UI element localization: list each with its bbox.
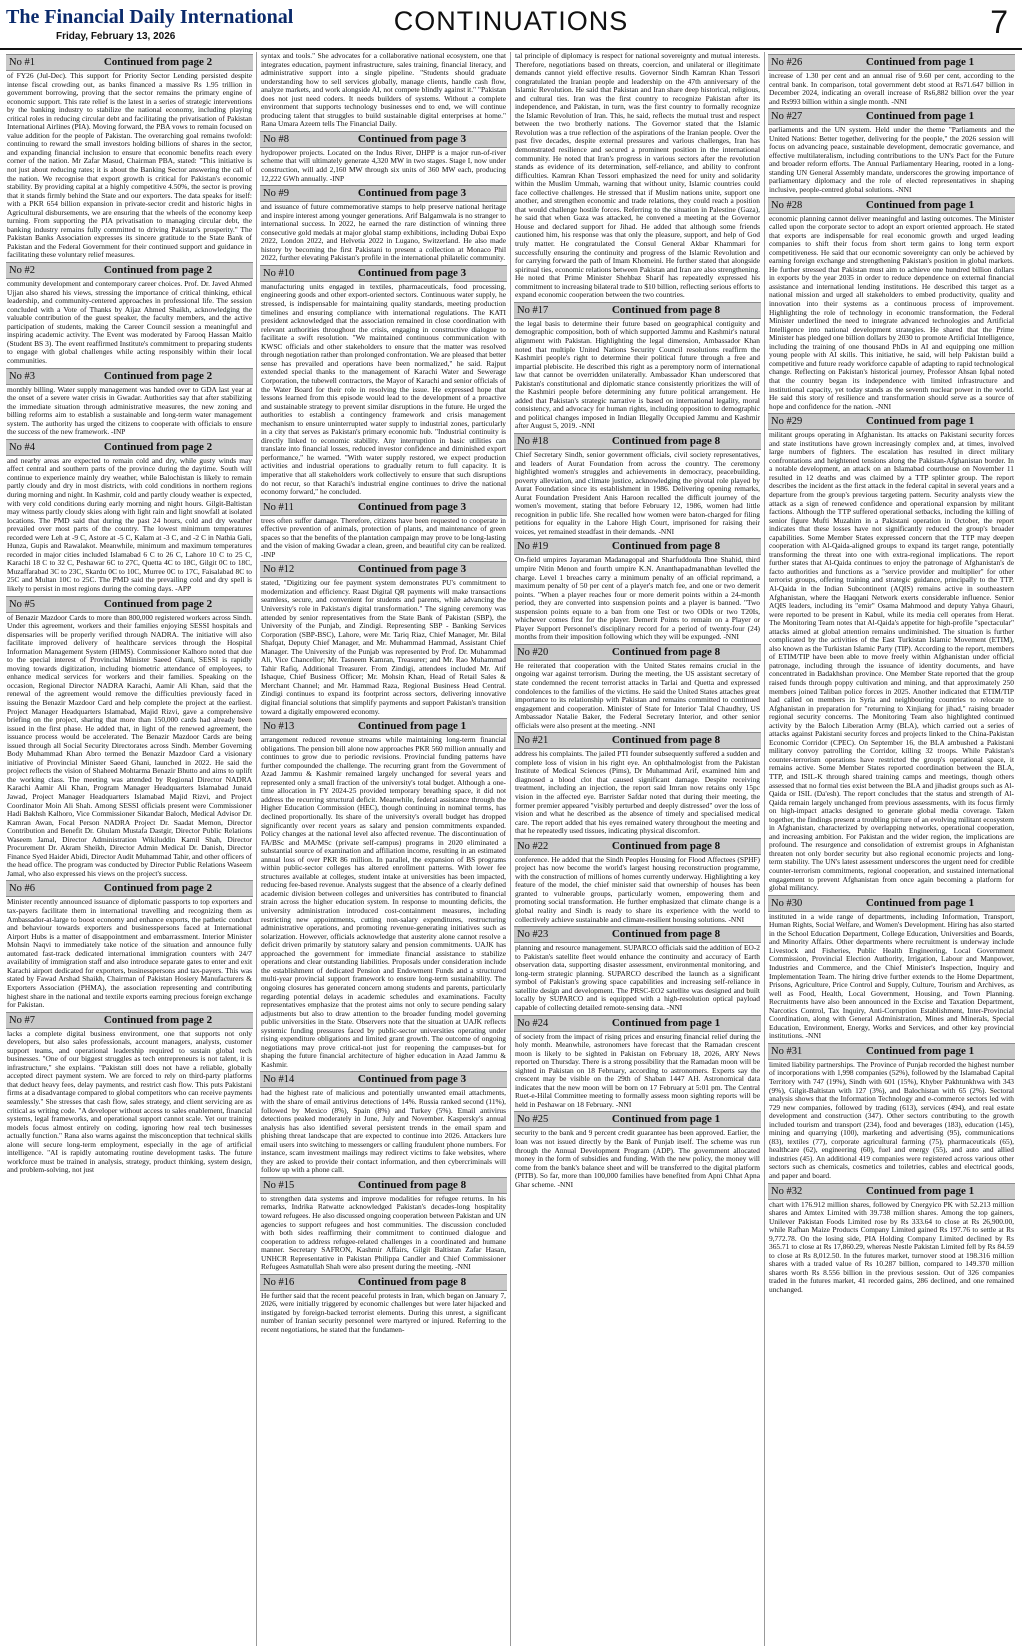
story-number: No #24 <box>517 1017 549 1029</box>
continuation-story <box>514 433 761 536</box>
column-rule <box>510 52 511 1646</box>
story-header-bar <box>768 108 1015 125</box>
story-body: monthly billing. Water supply management was handed over to GDA last year at the onset of a severe water crisis in Gwadar. Authorities say that after stabilizing the immediate situation through administrative measures, the new zoning and billing reforms aim to establish a sustainable and long-term water management system. The authority has urged the citizens to cooperate with officials to ensure the success of the new framework. -INP <box>7 384 252 437</box>
column-2 <box>260 52 507 1648</box>
story-body: arrangement reduced revenue streams while maintaining long-term financial obligations. The pension bill alone now approaches PKR 560 million annually and continues to grow due to periodic revisions. Provincial funding patterns have further compounded the challenge. The recurring grant from the Government of Azad Jammu & Kashmir remained largely unchanged for several years and represented only a small fraction of the university's total budget. Although a one-time allocation in FY 2024-25 provided temporary breathing space, it did not address the recurring structural deficit. Meanwhile, federal assistance through the Higher Education Commission (HEC), though continuing in nominal terms, has declined proportionally. Its share of the university's overall budget has dropped significantly over recent years as salary and pension commitments expanded. Policy changes at the national level also affected revenue. The discontinuation of FA/BSc and MA/MSc (private self-campus) programs in 2020 eliminated a substantial source of examination and affiliation income, resulting in an estimated annual loss of over PKR 86 million. In parallel, the expansion of BS programs within public-sector colleges has altered enrollment patterns. With lower fee structures available at colleges, student intake at universities has been impacted, reducing fee-based revenue. Analysts suggest that the absence of a clearly defined academic division between colleges and universities has contributed to financial strain across the higher education system. In response to mounting deficits, the university administration introduced cost-containment measures, including restricting new appointments, cutting non-salary expenditures, restructuring administrative operations, and promoting revenue-generating initiatives such as solarization. However, officials acknowledge that austerity alone cannot resolve a deficit driven primarily by statutory salary and pension commitments. UAJK has approached the government for immediate financial assistance to stabilize operations and clear outstanding liabilities. Proposals under consideration include the establishment of dedicated Pension and Endowment Funds and a structured multi-year provincial support framework to ensure long-term sustainability. The ongoing closures has generated concern among students and parents, particularly regarding potential delays in academic schedules and examinations. Faculty representatives emphasize that the protest aims not only to secure pending salary adjustments but also to draw attention to the broader funding model governing public universities in the State. Observers note that the situation at UAJK reflects systemic funding pressures faced by public-sector universities operating under rising expenditure obligations and limited grant growth. The outcome of ongoing negotiations may prove critical-not just for reopening the campuses-but for shaping the future financial architecture of higher education in Azad Jammu & Kashmir. <box>261 735 506 1069</box>
masthead <box>0 0 1022 50</box>
continuation-story <box>514 1015 761 1110</box>
continuation-story <box>514 1111 761 1189</box>
continued-from-label: Continued from page 3 <box>357 187 467 200</box>
continuation-story <box>6 368 253 437</box>
story-number: No #14 <box>263 1074 295 1086</box>
story-body: planning and resource management. SUPARCO officials said the addition of EO-2 to Pakistan's satellite fleet would enhance the continuity and accuracy of Earth observation data, supporting disaster assessment, environmental monitoring, and long-term strategic planning. SUPARCO described the launch as a significant symbol of Pakistan's growing space capabilities and increasing self-reliance in satellite design and development. The PRSC-EO2 satellite was designed and built locally by SUPARCO and is equipped with a high-resolution optical payload capable of collecting detailed remote-sensing data. -NNI <box>515 943 760 1012</box>
column-3 <box>514 52 761 1648</box>
story-header-bar <box>260 1177 507 1194</box>
story-body: He reiterated that cooperation with the United States remains crucial in the ongoing war against terrorism. During the meeting, the US assistant secretary of state condemned the recent terrorist attacks in Tarlai and Quetta and expressed condolences to the families of the victims. He said the United States attaches great importance to its relationship with Pakistan and remains committed to continued engagement and cooperation. Minister of State for Interior Talal Chaudhry, US Ambassador Natalie Baker, the Federal Secretary Interior, and other senior officials were also present at the meeting. -NNI <box>515 660 760 730</box>
story-body: had the highest rate of malicious and potentially unwanted email attachments, with the share of email antivirus detections of 14%. Russia ranked second (11%), followed by Mexico (8%), Spain (8%) and Turkey (5%). Email antivirus detections peaked moderately in June, July and November. Kaspersky's annual analysis has also identified several persistent trends in the email spam and phishing threat landscape that are expected to continue into 2026. Attackers lure email users into switching to messengers or calling fraudulent phone numbers. For instance, scam investment mailings may redirect victims to fake websites, where they are asked to provide their contact information, and then cybercriminals will follow up with a phone call. <box>261 1088 506 1175</box>
continued-from-label: Continued from page 8 <box>611 645 721 658</box>
continued-from-label: Continued from page 1 <box>865 198 975 211</box>
story-number: No #16 <box>263 1276 295 1288</box>
continuation-story <box>768 197 1015 412</box>
story-number: No #20 <box>517 646 549 658</box>
story-number: No #27 <box>771 111 803 123</box>
continued-from-label: Continued from page 3 <box>357 1073 467 1086</box>
story-body: militant groups operating in Afghanistan. Its attacks on Pakistani security forces and state institutions have grown increasingly complex and, at times, involved large numbers of fighters. The escalation has resulted in direct military confrontations and heightened tensions along the Pakistan-Afghanistan border. In a notable development, an attack on an Islamabad courthouse on November 11 resulted in 12 deaths and was claimed by a TTP splinter group. The report describes the incident as the first attack in the federal capital in several years and a departure from the group's previous targeting pattern. Security analysts view the attack as a sign of renewed confidence and operational expansion by militant factions. Although the TTP suffered operational setbacks, including the killing of senior figure Mufti Muzahim in a Pakistani operation in October, the report indicates that these losses have not significantly reduced the group's broader capabilities. Some Member States expressed concern that the TTP may deepen cooperation with Al-Qaida-aligned groups to expand its target range, potentially transforming the threat into one with extra-regional implications. The report further states that Al-Qaida continues to enjoy the patronage of Afghanistan's de facto authorities and functions as a "service provider and multiplier" for other terrorist groups, offering training and strategic guidance, principally to the TTP. Al-Qaida in the Indian Subcontinent (AQIS) remains active in southeastern Afghanistan, where the Haqqani Network exerts considerable influence. Senior AQIS leaders, including its "emir" Osama Mahmood and deputy Yahya Ghauri, were reported to be present in Kabul, while its media cell operates from Herat. The Monitoring Team notes that Al-Qaida's appetite for high-profile "spectacular" attacks aimed at global attention remains undiminished. The situation is further complicated by the activities of the East Turkistan Islamic Movement (ETIM), also known as the Turkistan Islamic Party (TIP). According to the report, members of ETIM/TIP have been able to move freely within Afghanistan under official patronage, including through the issuance of identity documents, and have concentrated in Badakhshan province. One Member State reported that the group raised funds through poppy cultivation and mining, and that approximately 250 members joined Taliban police forces in 2025. Another indicated that ETIM/TIP had called on members in Syria and neighbouring countries to relocate to Afghanistan in preparation for "returning to Xinjiang for jihad," raising broader regional security concerns. The Monitoring Team also highlighted continued activity by the Baloch Liberation Army (BLA), which carried out a series of attacks against Pakistani security forces and projects linked to the China-Pakistan Economic Corridor (CPEC). On September 16, the BLA ambushed a Pakistani military convoy patrolling the Corridor, killing 32 troops. While Pakistan's counter-terrorism operations have restricted the group's operational space, it remains active. Some Member States reported coordination between the BLA, TTP, and ISIL-K through shared training camps and meetings, though others assessed that no formal ties exist between the BLA and jihadist groups such as Al-Qaida or ISIL (Da'esh). The report concludes that the status and strength of Al-Qaida remain largely unchanged from previous assessments, with its focus firmly on high-impact attacks designed to generate global media coverage. Taken together, the findings present a troubling picture of an evolving militant ecosystem in Afghanistan, characterized by overlapping networks, operational cooperation, and increasing ambition. For Pakistan and the wider region, the implications are profound. The resurgence and consolidation of extremist groups in Afghanistan threaten not only border security but also regional economic projects and long-term stability. The UN's latest assessment underscores the urgent need for credible counter-terrorism commitments, regional cooperation, and sustained international engagement to prevent Afghanistan from once again becoming a platform for global militancy. <box>769 430 1014 893</box>
story-header-bar <box>514 926 761 943</box>
continued-from-label: Continued from page 2 <box>103 264 213 277</box>
story-body: address his complaints. The jailed PTI founder subsequently suffered a sudden and complete loss of vision in his right eye. An ophthalmologist from the Pakistan Institute of Medical Sciences (Pims), Dr Muhammad Arif, examined him and diagnosed a blood clot that caused significant damage. Despite receiving treatment, including an injection, the report said Imran now retains only 15pc vision in the affected eye. Barrister Safdar noted that during their meeting, the former premier appeared "visibly perturbed and deeply distressed" over the loss of vision and what he described as the absence of timely and specialised medical care. The report added that his eyes remained watery throughout the meeting and that he repeatedly used tissues, indicating physical discomfort. <box>515 749 760 836</box>
story-header-bar <box>260 185 507 202</box>
story-header-bar <box>6 1012 253 1029</box>
story-body: to strengthen data systems and improve modalities for refugee returns. In his remarks, Indrika Ratwatte acknowledged Pakistan's decades-long hospitality toward refugees. He also discussed ongoing cooperation between Pakistan and UN agencies to support refugees and host communities. The discussion concluded with both sides reaffirming their commitment to continued dialogue and cooperation to address refugee-related challenges in a coordinated and humane manner. Secretary SAFRON, Kashmir Affairs, Gilgit Baltistan Zafar Hasan, UNHCR Representative in Pakistan Philippa Candler and Chief Commissioner Refugees Asmatullah Shah were also present during the meeting. -NNI <box>261 1193 506 1272</box>
page-number: 7 <box>990 4 1008 40</box>
story-number: No #30 <box>771 897 803 909</box>
story-header-bar <box>6 368 253 385</box>
continuation-story <box>514 538 761 641</box>
story-body: limited liability partnerships. The Province of Punjab recorded the highest number of incorporations with 1,998 companies (52%), followed by the Islamabad Capital Territory with 747 (19%), Sindh with 601 (15%), Khyber Pakhtunkhwa with 343 (9%), Gilgit-Baltistan with 127 (3%), and Balochistan with 65 (2%). Sectoral analysis shows that the Information Technology and e-commerce sectors led with 729 new companies, followed by trading (613), services (494), and real estate development and construction (347). Other sectors contributing to the growth included tourism and transport (234), food and beverages (183), education (145), mining and quarrying (100), marketing and advertising (95), communications (83), textiles (77), corporate agricultural farming (75), pharmaceuticals (65), healthcare (62), engineering (60), fuel and energy (55), and auto and allied industries (45). An additional 419 companies were registered across various other sectors such as chemicals, cosmetics and toiletries, cables and electrical goods, and paper and board. <box>769 1059 1014 1180</box>
story-number: No #17 <box>517 304 549 316</box>
continuation-story <box>260 265 507 497</box>
continued-from-label: Continued from page 1 <box>865 1184 975 1197</box>
continued-from-label: Continued from page 2 <box>103 56 213 68</box>
story-number: No #28 <box>771 199 803 211</box>
story-header-bar <box>768 54 1015 71</box>
continued-from-label: Continued from page 1 <box>865 896 975 909</box>
column-1 <box>6 52 253 1648</box>
story-body: lacks a complete digital business environment, one that supports not only developers, but also sales professionals, account managers, analysts, customer support teams, and operational leadership required to sustain global tech businesses. "One of our biggest struggles as tech entrepreneurs is not talent, it is infrastructure," she explains. "Pakistan still does not have a reliable, globally accepted direct payment system. We are forced to rely on third-party platforms that deduct heavy fees, delay payments, and restrict cash flow. This puts Pakistani firms at a disadvantage compared to global competitors who can receive payments seamlessly." She stresses that cash flow, sales strategy, and client servicing are as critical as writing code. "A developer without access to sales enablement, financial systems, legal frameworks, and operational support cannot scale. Yet our training models focus almost entirely on coding, ignoring how real tech businesses actually function." Rana also warns against the misconception that technical skills alone will secure long-term employment, especially in the age of artificial intelligence. "AI is rapidly automating routine development tasks. The future workforce must be trained in analysis, strategy, product thinking, system design, and problem-solving, not just <box>7 1028 252 1175</box>
story-header-bar <box>768 413 1015 430</box>
story-body: He further said that the recent peaceful protests in Iran, which began on January 7, 2026, were initially triggered by economic challenges but were later hijacked and instigated by foreign-backed terrorist elements. During this unrest, a significant number of Iranian security personnel were martyred or injured. Referring to the recent negotiations, he stated that the fundamen- <box>261 1290 506 1334</box>
story-number: No #12 <box>263 564 295 576</box>
story-number: No #10 <box>263 267 295 279</box>
story-body: Chief Secretary Sindh, senior government officials, civil society representatives, and leaders of Aurat Foundation from across the country. The ceremony highlighted women's struggles and achievements in democracy, peacebuilding, poverty alleviation, and climate justice, acknowledging the pivotal role played by Aurat Foundation since its establishment in 1986. Delivering opening remarks, Aurat Foundation President Anis Haroon recalled the difficult journey of the women's movement, stating that before February 12, 1986, women had little recognition in public life. She recalled how women were baton-charged for filing petitions for equality in the Lahore High Court, imprisoned for raising their voices, yet remained steadfast in their demands. -NNI <box>515 449 760 536</box>
story-body: manufacturing units engaged in textiles, pharmaceuticals, food processing, engineering goods and other export-oriented sectors. Continuous water supply, he stressed, is indispensable for maintaining quality standards, meeting production timelines and ensuring compliance with international regulations. The KATI president acknowledged that the association remained in close coordination with relevant authorities throughout the crisis, engaging in constructive dialogue to facilitate a swift resolution. "We maintained continuous communication with KWSC officials and other stakeholders to ensure that the matter was resolved through negotiation rather than prolonged confrontation. We are pleased that better sense has prevailed and operations have been normalized," he said. Rajput extended special thanks to the management of Karachi Water and Sewerage Corporation, the tubewell contractors, the Mayor of Karachi and senior officials of the Water Board for their role in resolving the issue. He expressed hope that lessons learned from this episode would lead to the development of a proactive and sustainable strategy to prevent similar disruptions in the future. He urged the authorities to establish a contingency framework and crisis management mechanism to ensure uninterrupted water supply to industrial zones, particularly in a city that serves as Pakistan's primary economic hub. "Industrial continuity is directly linked to economic stability. Any interruption in basic utilities can translate into financial losses, reduced investor confidence and diminished export performance," he warned. "With water supply restored, we expect production activities and industrial operations to gradually return to full capacity. It is imperative that all stakeholders work collectively to ensure that such disruptions do not recur, so that Karachi's industrial engine continues to drive the national economy forward," he concluded. <box>261 281 506 497</box>
continuation-story <box>768 1043 1015 1181</box>
continuation-story <box>6 439 253 594</box>
story-body: of Benazir Mazdoor Cards to more than 800,000 registered workers across Sindh. Under this agreement, workers and their families enjoying SESSI hospitals and dispensaries will be properly verified through NADRA. The initiative will also facilitate improved delivery of healthcare services through the Hospital Information Management System (HIMS). Commissioner Kalhoro noted that due to the special interest of Provincial Minister Saeed Ghani, SESSI is rapidly moving towards digitization, including biometric attendance of employees, to enhance medical services for workers and their families. Speaking on the occasion, Regional Director NADRA Karachi, Aamir Ali Khan, said that the renewal of the agreement would remove the difficulties previously faced in issuing the Benazir Mazdoor Card and help complete the project at the earliest. Project Manager Headquarters Islamabad, Majid Rizvi, gave a comprehensive briefing on the project, sharing that more than 150,000 cards had already been issued in the first phase. He added that, in light of the renewed agreement, the issuance process would be accelerated. The Benazir Mazdoor Cards are being issued through all Social Security Directorates across Sindh. Member Governing Body Muhammad Khan Abro termed the Benazir Mazdoor Card a visionary initiative of Provincial Minister Saeed Ghani, launched in 2022. He said the project reflects the vision of Shaheed Mohtarma Benazir Bhutto and aims to uplift the working class. The meeting was attended by Regional Director NADRA Karachi Aamir Ali Khan, Program Manager Headquarters Islamabad Junaid Jawad, Project Manager Headquarters Islamabad Majid Rizvi, and Project Coordinator Moin Ali Shah. Among SESSI officials present were Commissioner Hadi Bakhsh Kalhoro, Vice Commissioner Sikandar Baloch, Medical Advisor Dr. Kamran Awan, Focal Person NADRA Project Dr. Saadat Memon, Director Contribution and Benefit Dr. Ghulam Mustafa Dastgir, Director Public Relations Waseem Jamal, Director Administration Wikiluddin Kamil Shah, Director Procurement Dr. Akram Sheikh, Director Admin Medical Dr. Danish, Director Finance Syed Haider Abidi, Director Audit Muhammad Tahir, and other officers of the head office. The program was conducted by Director Public Relations Waseem Jamal, who also expressed his views on the project's success. <box>7 612 252 878</box>
story-header-bar <box>6 880 253 897</box>
story-number: No #2 <box>9 265 35 277</box>
continuation-story <box>768 413 1015 893</box>
story-body: economic planning cannot deliver meaningful and lasting outcomes. The Minister called upon the corporate sector to adopt an export oriented approach. He stated that exports are indispensable for real economic growth and urged leading companies to shift their focus from short term gains to long term export competitiveness. He said that our economic sovereignty can only be achieved by earning foreign exchange and strengthening Pakistan's position in global markets. He further stressed that Pakistan must aim to achieve one hundred billion dollars in exports by the year 2035 in order to reduce dependence on external financial assistance and international lending institutions. He described this target as a national mission and urged all stakeholders to embed productivity, quality and innovation into their systems as a continuous process of improvement. Highlighting the role of technology in economic transformation, the Federal Minister underlined the need to integrate advanced technologies and Artificial Intelligence into national development strategies. He shared that the Prime Minister has pledged one billion dollars by 2030 to promote Artificial Intelligence, including the training of one thousand PhDs in AI and equipping one million young people with AI skills. This initiative, he said, will help Pakistan build a competitive and future ready workforce capable of adapting to rapid technological change. Reflecting on Pakistan's historical journey, Professor Ahsan Iqbal noted that the country began its independence with limited infrastructure and institutional capacity, yet today stands as the seventh nuclear power in the world. He said this story of resilience and transformation should serve as a source of hope and confidence for the nation. -NNI <box>769 213 1014 411</box>
story-number: No #3 <box>9 370 35 382</box>
story-body: stated, "Digitizing our fee payment system demonstrates PU's commitment to modernization and efficiency. Raast Digital QR payments will make transactions seamless, secure, and convenient for students and parents, while advancing the University's role in Pakistan's digital transformation." The signing ceremony was attended by senior representatives from the State Bank of Pakistan (SBP), the University of the Punjab, and Zindigi. Representing SBP - Banking Services Corporation (SBP-BSC), Lahore, were Mr. Tariq Riaz, Chief Manager, Mr. Bilal Shafqat, Deputy Chief Manager, and Mr. Muhammad Hammad, Assistant Chief Manager. The University of the Punjab was represented by Prof. Dr. Muhammad Ali, Vice Chancellor; Mr. Tasneem Kamran, Treasurer; and Mr. Rao Muhammad Tahir Rafiq, Additional Treasurer. From Zindigi, attendees included Mr. Atif Ishaque, Chief Business Officer; Mr. Mohsin Khan, Head of Retail Sales & Merchant Channel; and Mr. Hammad Raza, Regional Business Head Central. Zindigi continues to expand its footprint across sectors, delivering innovative digital financial solutions that simplify payments and support Pakistan's transition toward a digitally empowered economy. <box>261 578 506 716</box>
continuation-story <box>514 644 761 730</box>
story-number: No #32 <box>771 1185 803 1197</box>
story-number: No #22 <box>517 840 549 852</box>
continuation-story <box>514 302 761 431</box>
continuation-story <box>260 1274 507 1335</box>
continuation-story <box>6 54 253 260</box>
story-body: syntax and tools." She advocates for a collaborative national ecosystem, one that integrates education, payment infrastructure, sales training, financial literacy, and administrative support into a single pipeline. "Students should graduate understanding how to sell services globally, manage clients, handle cash flow, analyze markets, and work alongside AI, not compete blindly against it." "Pakistan does not just need coders. It needs builders of systems. Without a complete environment that supports technology businesses end to end, we will continue producing talent that struggles to build sustainable digital enterprises at home." Rana Umara Azeem tells The Financial Daily. <box>261 52 506 129</box>
continuation-story <box>6 596 253 879</box>
story-body: Minister recently announced issuance of diplomatic passports to top exporters and tax-payers facilitate them in international travelling and recognizing them as Ambassador-at-large to boost economy and enhance exports, the pathetic conduct and behaviour towards exporters and businesspersons faced at International Airport Hubs is a matter of disappointment and embarrassment. Interior Minister Mohsin Naqvi to immediately take notice of the situation and announce fully automated fast-track dedicated international immigration counters with 24/7 availability of immigration staff and also introduce separate gates to enter and exit Karachi airport dedicated for exporters, businesspersons and tax-payers. This was stated by Fawad Arshad Shaikh, Chairman of Pakistan Hosiery Manufacturers & Exporters Association (PHMA), the association representing and contributing highest share in the national and textile exports earning precious foreign exchange for Pakistan. <box>7 897 252 1010</box>
continued-from-label: Continued from page 1 <box>865 415 975 428</box>
continued-from-label: Continued from page 1 <box>357 720 467 733</box>
column-rule <box>256 52 257 1646</box>
continued-from-label: Continued from page 1 <box>865 1044 975 1057</box>
continuation-story <box>260 1071 507 1174</box>
story-body: On-field umpires Jayaraman Madanagopal and Sharfuddoula Ibne Shahid, third umpire Nitin Menon and fourth umpire K.N. Ananthapadmanabhan levelled the charge. Level 1 breaches carry a minimum penalty of an official reprimand, a maximum penalty of 50 per cent of a player's match fee, and one or two demerit points. "When a player reaches four or more demerit points within a 24-month period, they are converted into suspension points and a player is banned. "Two suspension points equate to a ban from one Test or two ODIs or two T20Is, whichever comes first for the player. Demerit Points to remain on a Player or Player Support Personnel's disciplinary record for a period of twenty-four (24) months from their imposition following which they will be expunged. -NNI <box>515 555 760 642</box>
continuation-story <box>514 732 761 835</box>
story-number: No #21 <box>517 735 549 747</box>
continuation-story <box>768 54 1015 106</box>
story-body: chart with 176.912 million shares, followed by Cnergyico PK with 52.213 million shares and Amtex Limited with 39.738 million shares. Among the top gainers, Unilever Pakistan Foods Limited rose by Rs 333.64 to close at Rs 26,900.00, while Rafhan Maize Products Company Limited gained Rs 197.76 to settle at Rs 9,772.78. On the losing side, PIA Holding Company Limited declined by Rs 365.71 to close at Rs 17,860.29, whereas Nestle Pakistan Limited fell by Rs 84.59 to close at Rs 8,012.50. In the futures market, turnover stood at 198.316 million shares with a traded value of Rs 10.287 billion, compared to 149.370 million shares worth Rs 8.556 billion in the previous session. Out of 326 companies traded in the futures market, 41 recorded gains, 286 declined, and one remained unchanged. <box>769 1199 1014 1294</box>
continued-from-label: Continued from page 8 <box>611 434 721 447</box>
story-number: No #18 <box>517 435 549 447</box>
continued-from-label: Continued from page 3 <box>357 563 467 576</box>
story-number: No #25 <box>517 1114 549 1126</box>
story-number: No #13 <box>263 721 295 733</box>
section-title: CONTINUATIONS <box>393 6 629 36</box>
continuation-story <box>260 561 507 716</box>
story-number: No #11 <box>263 501 294 513</box>
story-header-bar <box>768 197 1015 214</box>
story-number: No #9 <box>263 188 289 200</box>
continuation-story <box>768 895 1015 1041</box>
story-header-bar <box>260 561 507 578</box>
story-body: conference. He added that the Sindh Peoples Housing for Flood Affectees (SPHF) project has now become the world's largest housing reconstruction programme, with the construction of millions of homes currently underway. Highlighting a key feature of the model, the chief minister said that ownership of houses has been granted to vulnerable groups, particularly women, empowering them and promoting social transformation. He further emphasized that climate change is a global reality and Sindh is ready to share its experience with the world to collectively achieve sustainable and climate-resilient housing solutions. -NNI <box>515 854 760 924</box>
story-header-bar <box>514 302 761 319</box>
continuation-story <box>260 1177 507 1272</box>
story-header-bar <box>514 732 761 749</box>
story-body: and issuance of future commemorative stamps to help preserve national heritage and inspire interest among younger generations. Arif Balgamwala is no stranger to international success. In 2022, he earned the rare distinction of winning three consecutive gold medals at major global stamp exhibitions, including Dubai Expo 2022, London 2022, and Helvetia 2022 in Lugano, Switzerland. He also made history by becoming the first Pakistani to present a collection at Monaco Phil 2022, further elevating Pakistan's profile in the international philatelic community. <box>261 202 506 263</box>
story-number: No #29 <box>771 416 803 428</box>
continuation-story <box>260 52 507 129</box>
story-number: No #26 <box>771 57 803 68</box>
continuation-story <box>260 185 507 263</box>
story-header-bar <box>514 538 761 555</box>
continued-from-label: Continued from page 8 <box>357 1178 467 1191</box>
story-body: hydropower projects. Located on the Indus River, DHPP is a major run-of-river scheme that will ultimately generate 4,320 MW in two stages. Stage I, now under construction, will add 2,160 MW through six units of 360 MW each, producing 12,222 GWh annually. -INP <box>261 147 506 183</box>
continued-from-label: Continued from page 2 <box>103 440 213 453</box>
story-header-bar <box>6 262 253 279</box>
story-number: No #8 <box>263 133 289 145</box>
story-number: No #4 <box>9 441 35 453</box>
story-body: of FY26 (Jul-Dec). This support for Priority Sector Lending persisted despite intense fiscal crowding out, as banks financed a massive Rs 1.95 trillion in government borrowing, proving that the sector remains the primary engine of economic support. This rate relief is the latest in a series of strategic interventions by the banking industry to stabilize the national economy, including playing critical roles in reducing circular debt and facilitating the privatisation of Pakistan International Airlines (PIA). Moving forward, the PBA vows to remain focused on value addition for the people of Pakistan. The overarching goal remains twofold: continuing to reward the small investors holding billions of shares in the sector, and expanding financial inclusion to ensure that economic benefits reach every corner of the nation. Mr Zafar Masud, Chairman PBA, stated: "This initiative is not just about reducing rates; it is about the Banking Sector answering the call of the nation. We recognise that export growth is critical for Pakistan's economic stability. By providing capital at a highly competitive 4.50%, the sector is proving that it stands firmly behind the State and our exporters. The data speaks for itself: with a PKR 654 billion expansion in private-sector credit and historic highs in Agricultural disbursements, we are ensuring that the wheels of the economy keep turning. From supporting the PIA privatisation to managing circular debt, the banking industry remains fully committed to driving Pakistan's prosperity." The Pakistan Banks Association expresses its sincere gratitude to the State Bank of Pakistan and the Federal Government for their continued support and guidance in facilitating these voluntary relief measures. <box>7 71 252 260</box>
continuation-story <box>768 1183 1015 1295</box>
continued-from-label: Continued from page 3 <box>357 132 467 145</box>
continuation-story <box>6 262 253 365</box>
story-number: No #7 <box>9 1014 35 1026</box>
continued-from-label: Continued from page 1 <box>611 1113 721 1126</box>
continuation-story <box>768 108 1015 194</box>
story-header-bar <box>6 596 253 613</box>
publication-date: Friday, February 13, 2026 <box>56 31 176 42</box>
continued-from-label: Continued from page 1 <box>865 56 975 68</box>
story-number: No #1 <box>9 57 35 68</box>
continuation-story <box>6 880 253 1009</box>
story-header-bar <box>514 644 761 661</box>
story-body: trees often suffer damage. Therefore, citizens have been requested to cooperate in effective prevention of animals, protection of plants, and maintenance of green spaces so that the benefits of the plantation campaign may prove to be long-lasting and the vision of making Gwadar a clean, green, and beautiful city can be realized. -INP <box>261 515 506 559</box>
continued-from-label: Continued from page 2 <box>103 597 213 610</box>
continued-from-label: Continued from page 3 <box>357 266 467 279</box>
continued-from-label: Continued from page 2 <box>103 882 213 895</box>
story-header-bar <box>514 1111 761 1128</box>
story-number: No #31 <box>771 1045 803 1057</box>
story-header-bar <box>768 1043 1015 1060</box>
story-body: the legal basis to determine their future based on geographical contiguity and demographic composition, both of which supported Jammu and Kashmir's natural alignment with Pakistan. Highlighting the legal dimension, Ambassador Khan noted that multiple United Nations Security Council resolutions reaffirm the Kashmiri people's right to determine their political future through a free and impartial plebiscite. He described this right as a peremptory norm of international law that cannot be overridden unilaterally. Ambassador Khan underscored that Pakistan's constitutional and diplomatic stance consistently prioritizes the will of the Kashmiri people before determining any future political arrangement. He added that Pakistan's strategic narrative is based on international legality, moral consistency, and advocacy for human rights, including opposition to demographic and political changes imposed in Indian Illegally Occupied Jammu and Kashmir after August 5, 2019. -NNI <box>515 318 760 431</box>
continued-from-label: Continued from page 8 <box>611 839 721 852</box>
story-body: of society from the impact of rising prices and ensuring financial relief during the holy month. Meanwhile, astronomers have forecast that the Ramadan crescent moon is likely to be sighted in Pakistan on February 18, 2026, ARY News reported on Thursday. There is a strong possibility that the Ramadan moon will be sighted in Pakistan on 18 February, according to astronomers. Experts say the crescent may be visible on the 29th of Shaban 1447 AH. Astronomical data indicates that the new moon will be born on 17 February at 5:01 pm. The Central Ruet-e-Hilal Committee meeting to formally assess moon sighting reports will be held in Peshawar on 18 February. -NNI <box>515 1031 760 1109</box>
publication-title: The Financial Daily International <box>6 6 294 28</box>
story-header-bar <box>6 439 253 456</box>
story-header-bar <box>768 895 1015 912</box>
story-body: and nearby areas are expected to remain cold and dry, while gusty winds may affect central and southern parts of the province during the daytime. South will continue to experience mainly dry weather, while Balochistan is likely to remain partly cloudy and dry in most districts, with cold conditions in northern regions during morning and night. In Kashmir, cold and partly cloudy weather is expected, with very cold conditions during early morning and night hours. Gilgit-Baltistan may witness partly cloudy skies along with light rain and light snowfall at isolated locations. The PMD said that during the past 24 hours, cold and dry weather prevailed over most parts of the country. The lowest minimum temperatures recorded were Leh at -9 C, Astore at -5 C, Kalam at -3 C, and -2 C in Nathia Gali, Hunza, Gupis and Rawalakot. Meanwhile, minimum and maximum temperatures recorded in major cities included Islamabad 6 C to 26 C, Lahore 10 C to 25 C, Karachi 18 C to 32 C, Peshawar 6C to 27C, Quetta 4C to 18C, Gilgit 0C to 18C, Muzaffarabad 3C to 23C, Skardu 0C to 10C, Murree 0C to 17C, Faisalabad 8C to 25C and Multan 10C to 25C. The PMD said the prevailing cold and dry spell is likely to persist in most regions during the coming days. -APP <box>7 455 252 593</box>
continuation-story <box>514 926 761 1012</box>
continued-from-label: Continued from page 1 <box>611 1016 721 1029</box>
story-number: No #15 <box>263 1179 295 1191</box>
continued-from-label: Continued from page 8 <box>357 1275 467 1288</box>
story-header-bar <box>260 718 507 735</box>
continued-from-label: Continued from page 8 <box>611 303 721 316</box>
story-header-bar <box>260 1071 507 1088</box>
continuation-story <box>260 718 507 1069</box>
continued-from-label: Continued from page 8 <box>611 540 721 553</box>
continued-from-label: Continued from page 3 <box>357 500 467 513</box>
story-header-bar <box>768 1183 1015 1200</box>
story-header-bar <box>6 54 253 71</box>
story-number: No #5 <box>9 598 35 610</box>
story-body: increase of 1.30 per cent and an annual rise of 9.60 per cent, according to the central bank. In comparison, total government debt stood at Rs71.647 billion in December 2024, indicating an overall increase of Rs6,882 billion over the year and Rs993 billion within a single month. -NNI <box>769 71 1014 106</box>
story-body: instituted in a wide range of departments, including Information, Transport, Human Rights, Social Welfare, and Women's Development. Hiring has also started in the School Education Department, College Education, Universities and Boards, and Minority Affairs. Other departments where recruitment is underway include Livestock and Fisheries, Public Health Engineering, Local Government Commission, Provincial Election Authority, Irrigation, Labour and Manpower, Industries and Commerce, and the Chief Minister's Inspection, Inquiry and Implementation Team. The hiring drive further extends to the Home Department, Prisons, Agriculture, Price Control and Supply, Culture, Tourism and Archives, as well as Food, Health, Local Government, Housing, and Town Planning. Recruitments have also been announced in the Excise and Taxation Department, Narcotics Control, Tax Inquiry, Anti-Corruption Establishment, Inter-Provincial Coordination, along with General Administration, Mines and Minerals, Special Education, Environment, Energy, Works and Services, and other key provincial institutions. -NNI <box>769 911 1014 1041</box>
continued-from-label: Continued from page 8 <box>611 734 721 747</box>
story-header-bar <box>260 1274 507 1291</box>
continuation-story <box>514 52 761 300</box>
story-body: security to the bank and 9 percent credit guarantee has been approved. Earlier, the loan was not issued directly by the Bank of Punjab itself. The scheme was run through the Annual Development Program (ADP). The government allocated money in the form of subsidies and funding. With the new policy, the money will come from the bank's balance sheet and will be transferred to the digital platform (PITB). So far, more than 100,000 families have benefited from Apni Chhat Apna Ghar scheme. -NNI <box>515 1128 760 1189</box>
continued-from-label: Continued from page 2 <box>103 369 213 382</box>
column-rule <box>764 52 765 1646</box>
continuation-story <box>260 131 507 183</box>
story-body: parliaments and the UN system. Held under the theme "Parliaments and the United Nations: Better together, delivering for the people," the 2026 session will focus on advancing peace, sustainable development, democratic governance, and effective multilateralism, including contributions to the UN's Pact for the Future and broader reform efforts. The Annual Parliamentary Hearing, rooted in a long-standing UN General Assembly mandate, underscores the growing importance of parliamentary diplomacy and the role of elected representatives in shaping inclusive, people-centred global solutions. -NNI <box>769 125 1014 195</box>
story-header-bar <box>260 499 507 516</box>
story-number: No #19 <box>517 541 549 553</box>
continuation-story <box>260 499 507 560</box>
story-body: community development and contemporary career choices. Prof. Dr. Javed Ahmed Ujjan also shared his views, stressing the importance of critical thinking, ethical leadership, and community-centered approaches in professional life. The session concluded with a Vote of Thanks by Aijaz Ahmed Shaikh, acknowledging the valuable contribution of the guest speaker, the faculty members, and the active participation of students, making the Career Council session a meaningful and inspiring academic activity. The Event was moderated by Farooq Hassan Maitlo (Student BS 3). The event reaffirmed Institute's commitment to preparing students to engage with global challenges while acting responsibly within their local communities. <box>7 279 252 365</box>
column-4 <box>768 52 1015 1648</box>
story-number: No #6 <box>9 883 35 895</box>
story-number: No #23 <box>517 929 549 941</box>
continued-from-label: Continued from page 1 <box>865 110 975 123</box>
story-body: tal principle of diplomacy is respect for national sovereignty and mutual interests. Therefore, negotiations based on threats, coercion, and unilateral or illegitimate demands cannot yield effective results. Governor Sindh Kamran Khan Tessori congratulated the Iranian people and leadership on the 47th anniversary of the Islamic Revolution. He said that Pakistan and Iran share deep historical, religious, and cultural ties. Iran was the first country to recognize Pakistan after its independence, and Pakistan, in turn, was the first country to formally recognize the Islamic Revolution of Iran. This, he said, reflects the mutual trust and respect between the two brotherly nations. The Governor stated that the Islamic Revolution was a true reflection of the aspirations of the Iranian people. Over the past five decades, despite external pressures and various challenges, Iran has demonstrated resilience and secured a prominent position in the international community. He noted that Iran's progress in various sectors after the revolution stands as evidence of its determination, self-reliance, and ability to confront difficulties. Kamran Khan Tessori emphasized the need for unity and solidarity within the Muslim Ummah, warning that without unity, Islamic countries could face collective challenges. He stressed that if Muslim nations unite, support one another, and strengthen economic and trade relations, they could reach a position that would challenge hostile forces. Referring to the situation in Palestine (Gaza), he said that when Gaza was attacked, he convened a meeting at the Governor House and declared support for Jihad. He added that although some friends cautioned him, his response was that only the pleasure, support, and help of God truly matter. He congratulated the Consul General Akbar Khammari for successfully ensuring the continuity and progress of the Islamic Revolution and for carrying forward the path of Imam Khomeini. He further stated that alongside spiritual ties, economic relations between Pakistan and Iran are also strengthening. He noted that Prime Minister Shehbaz Sharif has repeatedly expressed his commitment to increasing bilateral trade to $10 billion, reflecting serious efforts to expand economic cooperation between the two countries. <box>515 52 760 300</box>
story-header-bar <box>514 433 761 450</box>
continuation-story <box>514 838 761 924</box>
story-header-bar <box>260 131 507 148</box>
continuation-story <box>6 1012 253 1175</box>
story-header-bar <box>514 838 761 855</box>
story-header-bar <box>260 265 507 282</box>
story-header-bar <box>514 1015 761 1032</box>
continued-from-label: Continued from page 2 <box>103 1013 213 1026</box>
continued-from-label: Continued from page 8 <box>611 928 721 941</box>
